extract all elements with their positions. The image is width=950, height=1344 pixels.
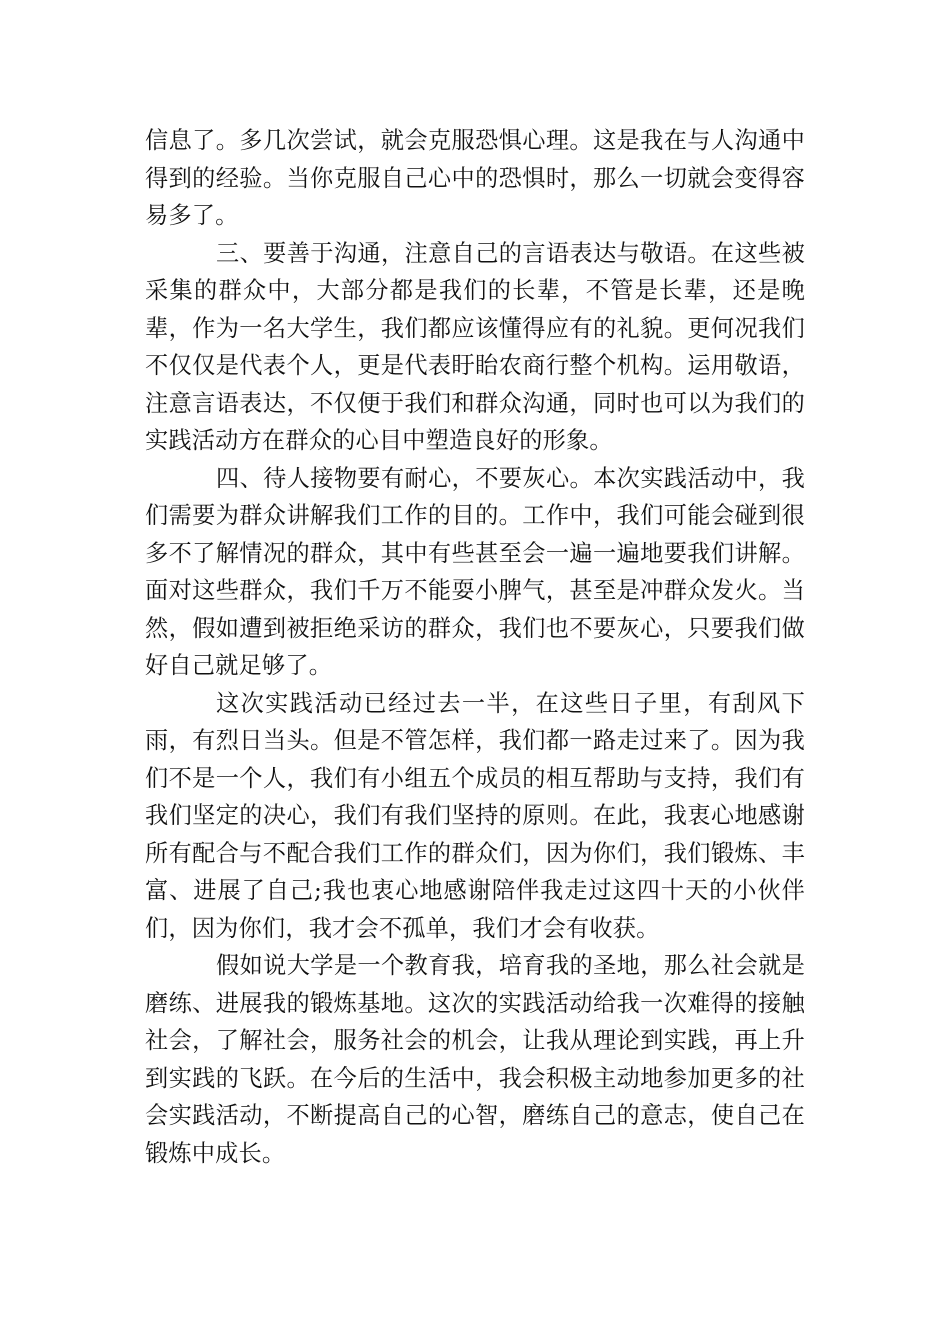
paragraph-reflection: 这次实践活动已经过去一半，在这些日子里，有刮风下雨，有烈日当头。但是不管怎样，我们都一路走过来了。因为我们不是一个人，我们有小组五个成员的相互帮助与支持，我们有我们坚定的决心，我们有我们坚持的原则。在此，我衷心地感谢所有配合与不配合我们工作的群众们，因为你们，我们锻炼、丰富、进展了自己;我也衷心地感谢陪伴我走过这四十天的小伙伴们，因为你们，我才会不孤单，我们才会有收获。 <box>145 689 805 942</box>
document-body <box>145 122 805 1172</box>
paragraph-conclusion: 假如说大学是一个教育我，培育我的圣地，那么社会就是磨练、进展我的锻炼基地。这次的实践活动给我一次难得的接触社会，了解社会，服务社会的机会，让我从理论到实践，再上升到实践的飞跃。在今后的生活中，我会积极主动地参加更多的社会实践活动，不断提高自己的心智，磨练自己的意志，使自己在锻炼中成长。 <box>145 952 805 1167</box>
paragraph-point-three: 三、要善于沟通，注意自己的言语表达与敬语。在这些被采集的群众中，大部分都是我们的长辈，不管是长辈，还是晚辈，作为一名大学生，我们都应该懂得应有的礼貌。更何况我们不仅仅是代表个人，更是代表盱眙农商行整个机构。运用敬语，注意言语表达，不仅便于我们和群众沟通，同时也可以为我们的实践活动方在群众的心目中塑造良好的形象。 <box>145 239 805 454</box>
paragraph-continuation: 信息了。多几次尝试，就会克服恐惧心理。这是我在与人沟通中得到的经验。当你克服自己心中的恐惧时，那么一切就会变得容易多了。 <box>145 127 805 229</box>
paragraph-point-four: 四、待人接物要有耐心，不要灰心。本次实践活动中，我们需要为群众讲解我们工作的目的。工作中，我们可能会碰到很多不了解情况的群众，其中有些甚至会一遍一遍地要我们讲解。面对这些群众，我们千万不能耍小脾气，甚至是冲群众发火。当然，假如遭到被拒绝采访的群众，我们也不要灰心，只要我们做好自己就足够了。 <box>145 464 805 679</box>
